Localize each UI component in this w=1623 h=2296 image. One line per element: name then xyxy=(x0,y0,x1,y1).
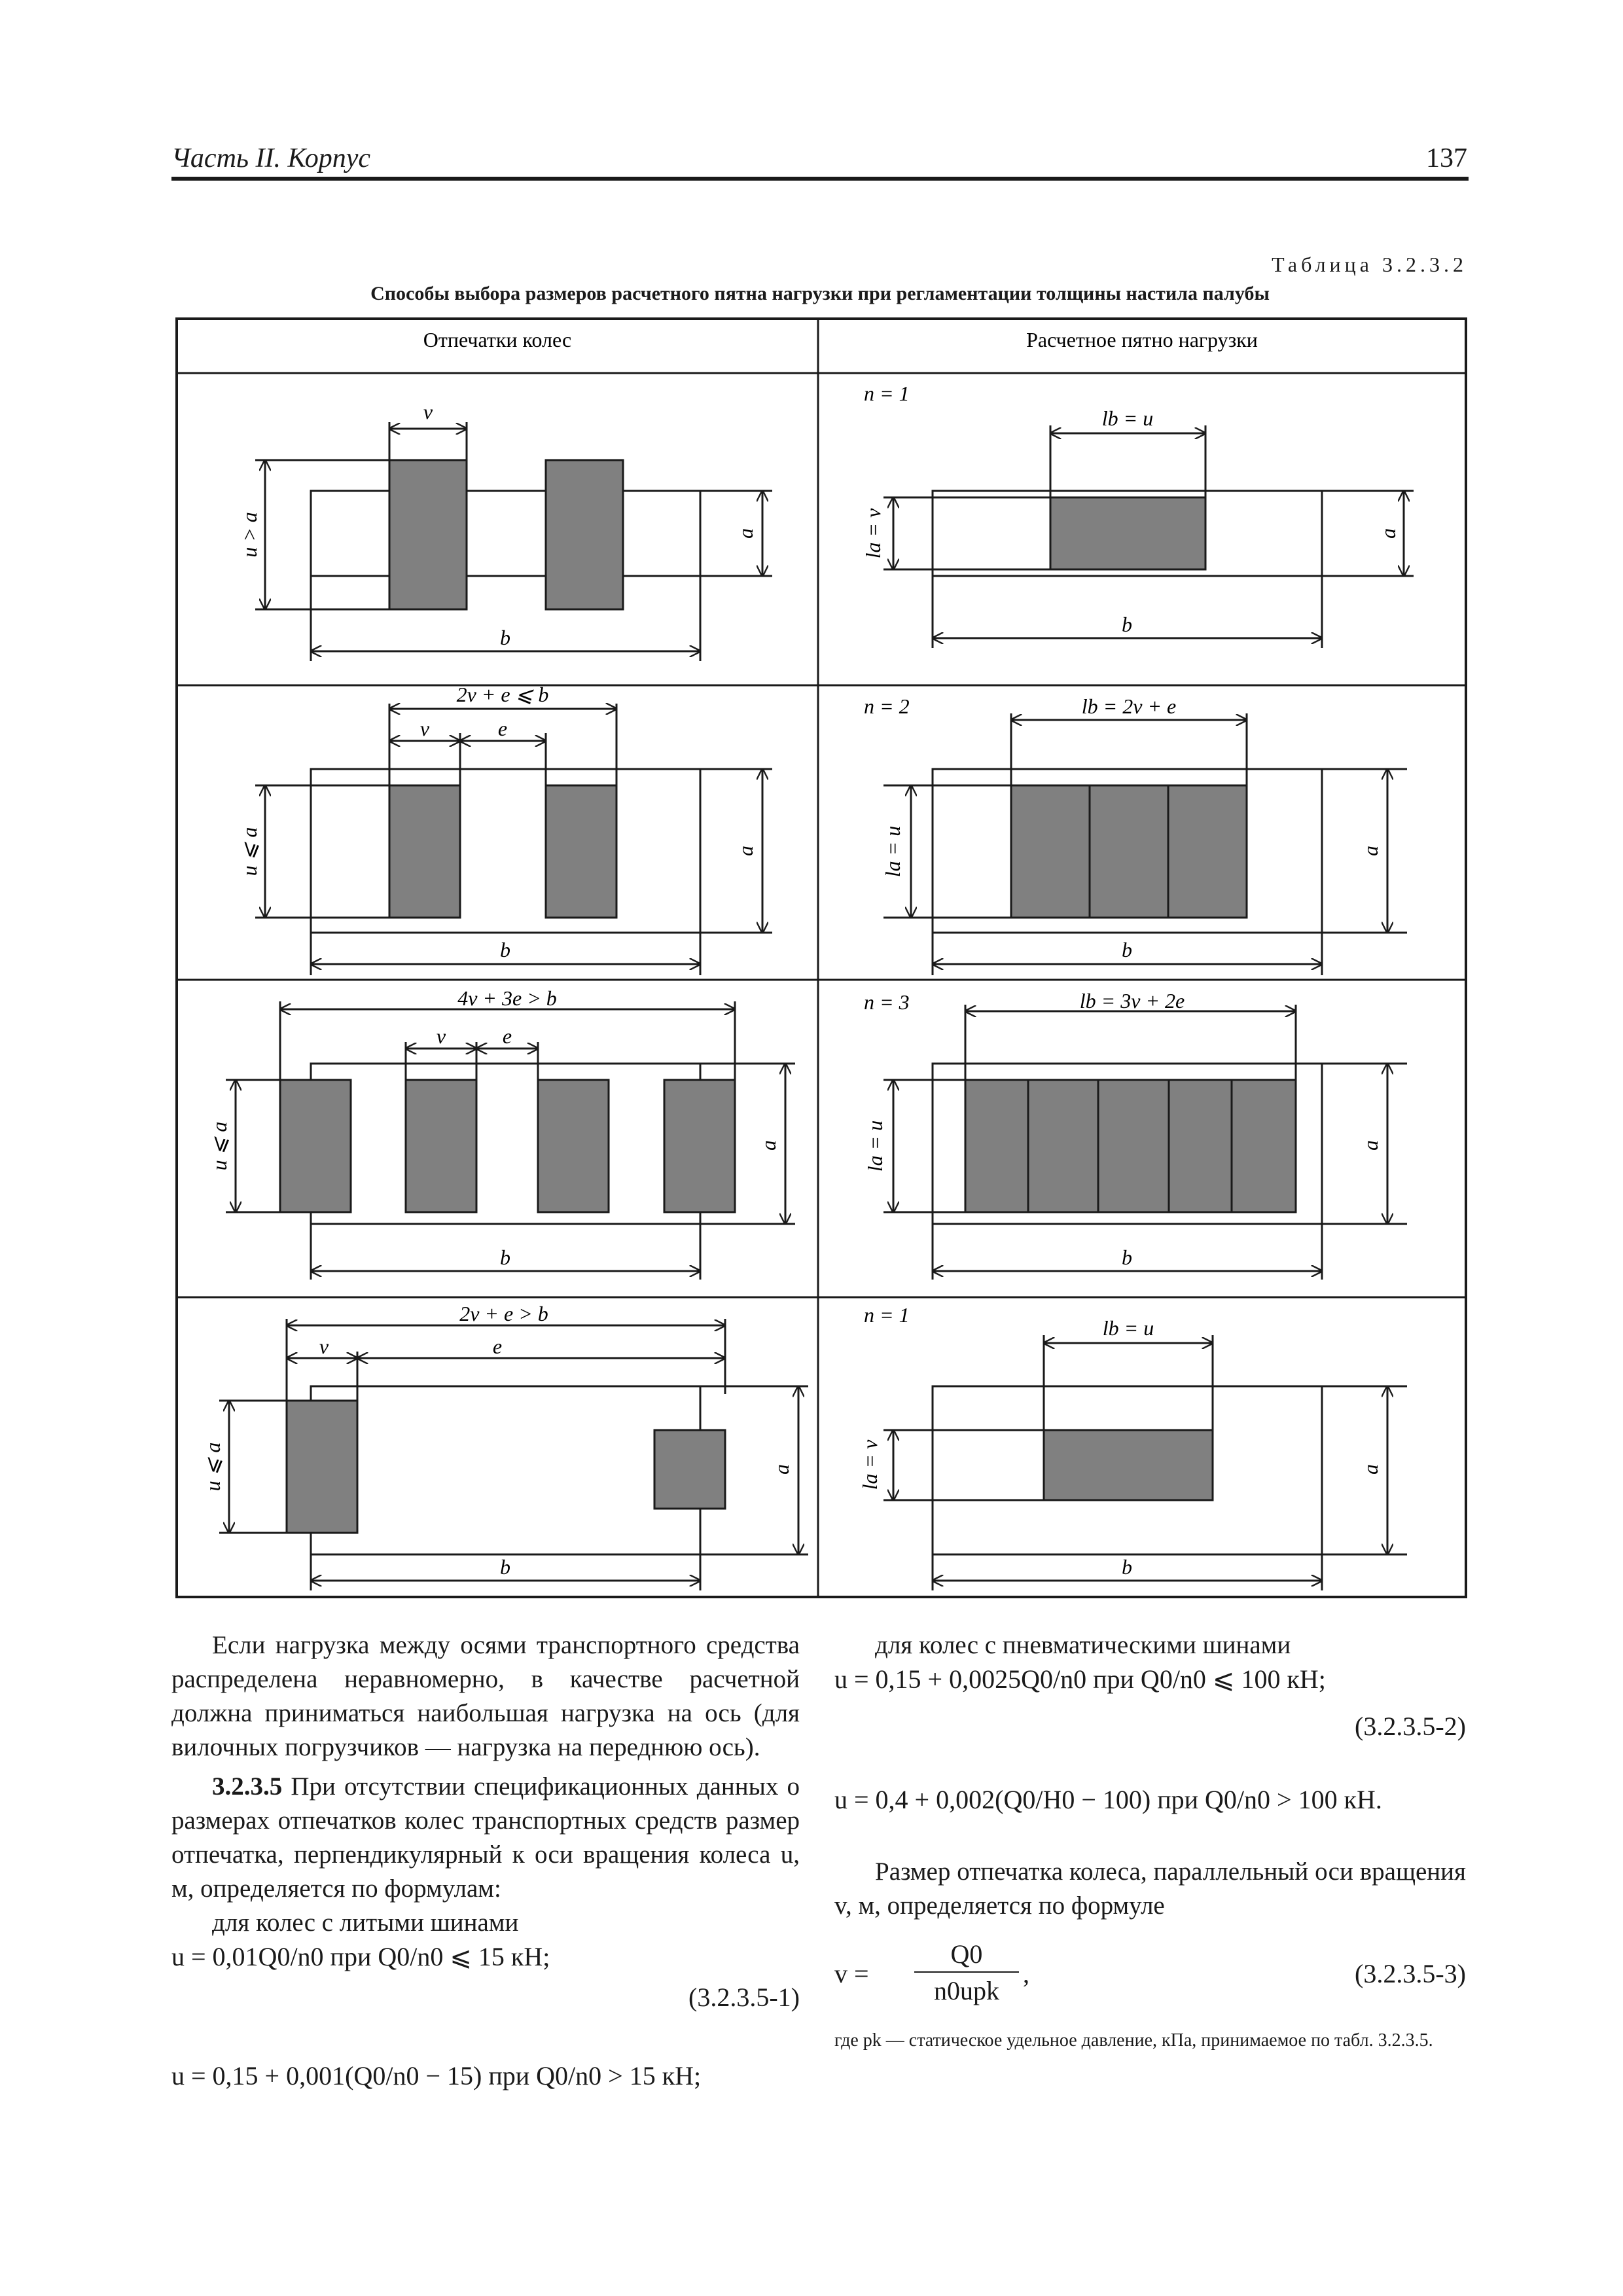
paragraph: для колес с пневматическими шинами xyxy=(875,1631,1291,1659)
load-patch-segment xyxy=(1011,785,1090,918)
formula-tail: , xyxy=(1023,1959,1029,1988)
table-title: Способы выбора размеров расчетного пятна нагрузки при регламентации толщины настила палубы xyxy=(370,283,1270,304)
dim-label: la = u xyxy=(881,825,904,878)
load-patch-segment xyxy=(1168,785,1247,918)
wheel-print xyxy=(538,1080,609,1212)
load-patch xyxy=(1044,1430,1213,1500)
dim-label: a xyxy=(1359,846,1382,856)
dim-label: a xyxy=(1359,1464,1382,1475)
right-column xyxy=(834,1628,1466,2053)
row2-right-diagram xyxy=(883,713,1407,975)
column-header-right: Расчетное пятно нагрузки xyxy=(1026,328,1258,351)
wheel-print xyxy=(280,1080,351,1212)
dim-label: u ⩽ a xyxy=(238,827,261,876)
clause-number: 3.2.3.5 xyxy=(212,1772,283,1801)
dim-label: la = u xyxy=(863,1120,887,1172)
row2-left-diagram xyxy=(255,704,772,975)
deck-strip xyxy=(311,491,700,576)
dim-label: v xyxy=(423,400,433,423)
clause-text: При отсутствии спецификационных данных о размерах отпечатков колес транспортных средств размер отпечатка, перпендикулярный к оси вращения колеса u, м, определяется по формулам: xyxy=(171,1772,800,1903)
footnote: где pk — статическое удельное давление, кПа, принимаемое по табл. 3.2.3.5. xyxy=(834,2030,1433,2051)
n-label: n = 2 xyxy=(864,694,910,718)
paragraph-3-2-3-5 xyxy=(171,1770,800,1906)
dim-label: b xyxy=(1122,1246,1132,1269)
table-grid xyxy=(177,319,1466,1597)
dim-label: 2v + e > b xyxy=(459,1302,548,1325)
dim-label: a xyxy=(770,1464,793,1475)
dim-label: lb = u xyxy=(1101,406,1154,430)
dim-label: b xyxy=(1122,1555,1132,1579)
load-patch-segment xyxy=(965,1080,1028,1212)
dim-label: e xyxy=(492,1335,503,1358)
dim-label: u > a xyxy=(238,512,261,558)
paragraph: для колес с литыми шинами xyxy=(212,1909,519,1937)
load-patch xyxy=(1050,497,1205,569)
row3-right-diagram xyxy=(883,1005,1407,1280)
dim-label: lb = u xyxy=(1102,1316,1154,1340)
load-patch-segment xyxy=(1232,1080,1296,1212)
paragraph: Если нагрузка между осями транспортного средства распределена неравномерно, в качестве расчетной должна приниматься наибольшая нагрузка на ось (для вилочных погрузчиков — нагрузка на переднюю ось). xyxy=(171,1631,800,1761)
n-label: n = 1 xyxy=(864,382,910,405)
fraction-bar xyxy=(914,1971,1019,1973)
dim-label: a xyxy=(734,528,757,539)
dim-label: lb = 3v + 2e xyxy=(1079,989,1185,1013)
dim-label: la = v xyxy=(861,508,885,559)
dim-label: b xyxy=(1122,938,1132,961)
fraction-numerator: Q0 xyxy=(950,1939,983,1969)
deck-strip xyxy=(311,769,700,933)
row1-left-diagram xyxy=(255,422,772,661)
formula-3-2-3-5-1: u = 0,01Q0/n0 при Q0/n0 ⩽ 15 кН; xyxy=(171,1942,550,1971)
dim-label: u ⩽ a xyxy=(207,1121,231,1171)
wheel-print xyxy=(287,1401,357,1533)
row4-left-diagram xyxy=(219,1319,808,1590)
row4-right-diagram xyxy=(883,1335,1407,1590)
formula-lhs: v = xyxy=(834,1959,869,1988)
load-patch-segment xyxy=(1090,785,1168,918)
n-label: n = 3 xyxy=(864,990,910,1014)
dim-label: u ⩽ a xyxy=(201,1442,224,1492)
dim-label: a xyxy=(1359,1140,1382,1151)
dim-label: e xyxy=(497,717,508,740)
dim-label: 4v + 3e > b xyxy=(457,986,557,1010)
dim-label: b xyxy=(500,626,510,649)
wheel-print xyxy=(546,460,623,609)
formula: u = 0,15 + 0,001(Q0/n0 − 15) при Q0/n0 > 15 кН; xyxy=(171,2061,702,2090)
row1-right-diagram xyxy=(883,425,1414,648)
table-label: Таблица 3.2.3.2 xyxy=(1272,253,1467,276)
dim-label: 2v + e ⩽ b xyxy=(456,683,549,706)
dim-label: v xyxy=(436,1024,446,1048)
wheel-print xyxy=(664,1080,735,1212)
wheel-print xyxy=(389,785,460,918)
dim-label: v xyxy=(319,1335,329,1358)
dim-label: v xyxy=(419,717,430,740)
column-header-left: Отпечатки колес xyxy=(423,328,572,351)
load-patch-segment xyxy=(1028,1080,1098,1212)
running-header: Часть II. Корпус xyxy=(171,143,371,173)
wheel-print xyxy=(406,1080,476,1212)
equation-number: (3.2.3.5-2) xyxy=(1355,1712,1466,1741)
wheel-print xyxy=(389,460,467,609)
dim-label: e xyxy=(502,1024,512,1048)
page-number: 137 xyxy=(1426,143,1467,173)
n-label: n = 1 xyxy=(864,1303,910,1327)
dim-label: b xyxy=(500,1246,510,1269)
equation-number: (3.2.3.5-1) xyxy=(688,1982,800,2012)
load-patch-segment xyxy=(1169,1080,1232,1212)
formula: u = 0,4 + 0,002(Q0/H0 − 100) при Q0/n0 > 100 кН. xyxy=(834,1785,1382,1814)
deck-strip xyxy=(311,1386,700,1554)
dim-label: b xyxy=(1122,613,1132,636)
load-patch-segment xyxy=(1098,1080,1169,1212)
dim-label: la = v xyxy=(858,1439,882,1490)
dim-label: lb = 2v + e xyxy=(1081,694,1177,718)
equation-number: (3.2.3.5-3) xyxy=(1355,1959,1466,1988)
paragraph: Размер отпечатка колеса, параллельный оси вращения v, м, определяется по формуле xyxy=(834,1857,1466,1920)
fraction-denominator: n0upk xyxy=(934,1976,999,2005)
wheel-print xyxy=(546,785,616,918)
dim-label: a xyxy=(1376,528,1400,539)
formula-3-2-3-5-3 xyxy=(834,1937,1466,2009)
dim-label: a xyxy=(757,1140,780,1151)
dim-label: a xyxy=(734,846,757,856)
deck-strip xyxy=(311,1064,700,1224)
wheel-print xyxy=(654,1430,725,1509)
dim-label: b xyxy=(500,1555,510,1579)
left-column xyxy=(171,1628,800,2093)
formula: u = 0,15 + 0,0025Q0/n0 при Q0/n0 ⩽ 100 кН; xyxy=(834,1664,1326,1694)
dim-label: b xyxy=(500,938,510,961)
